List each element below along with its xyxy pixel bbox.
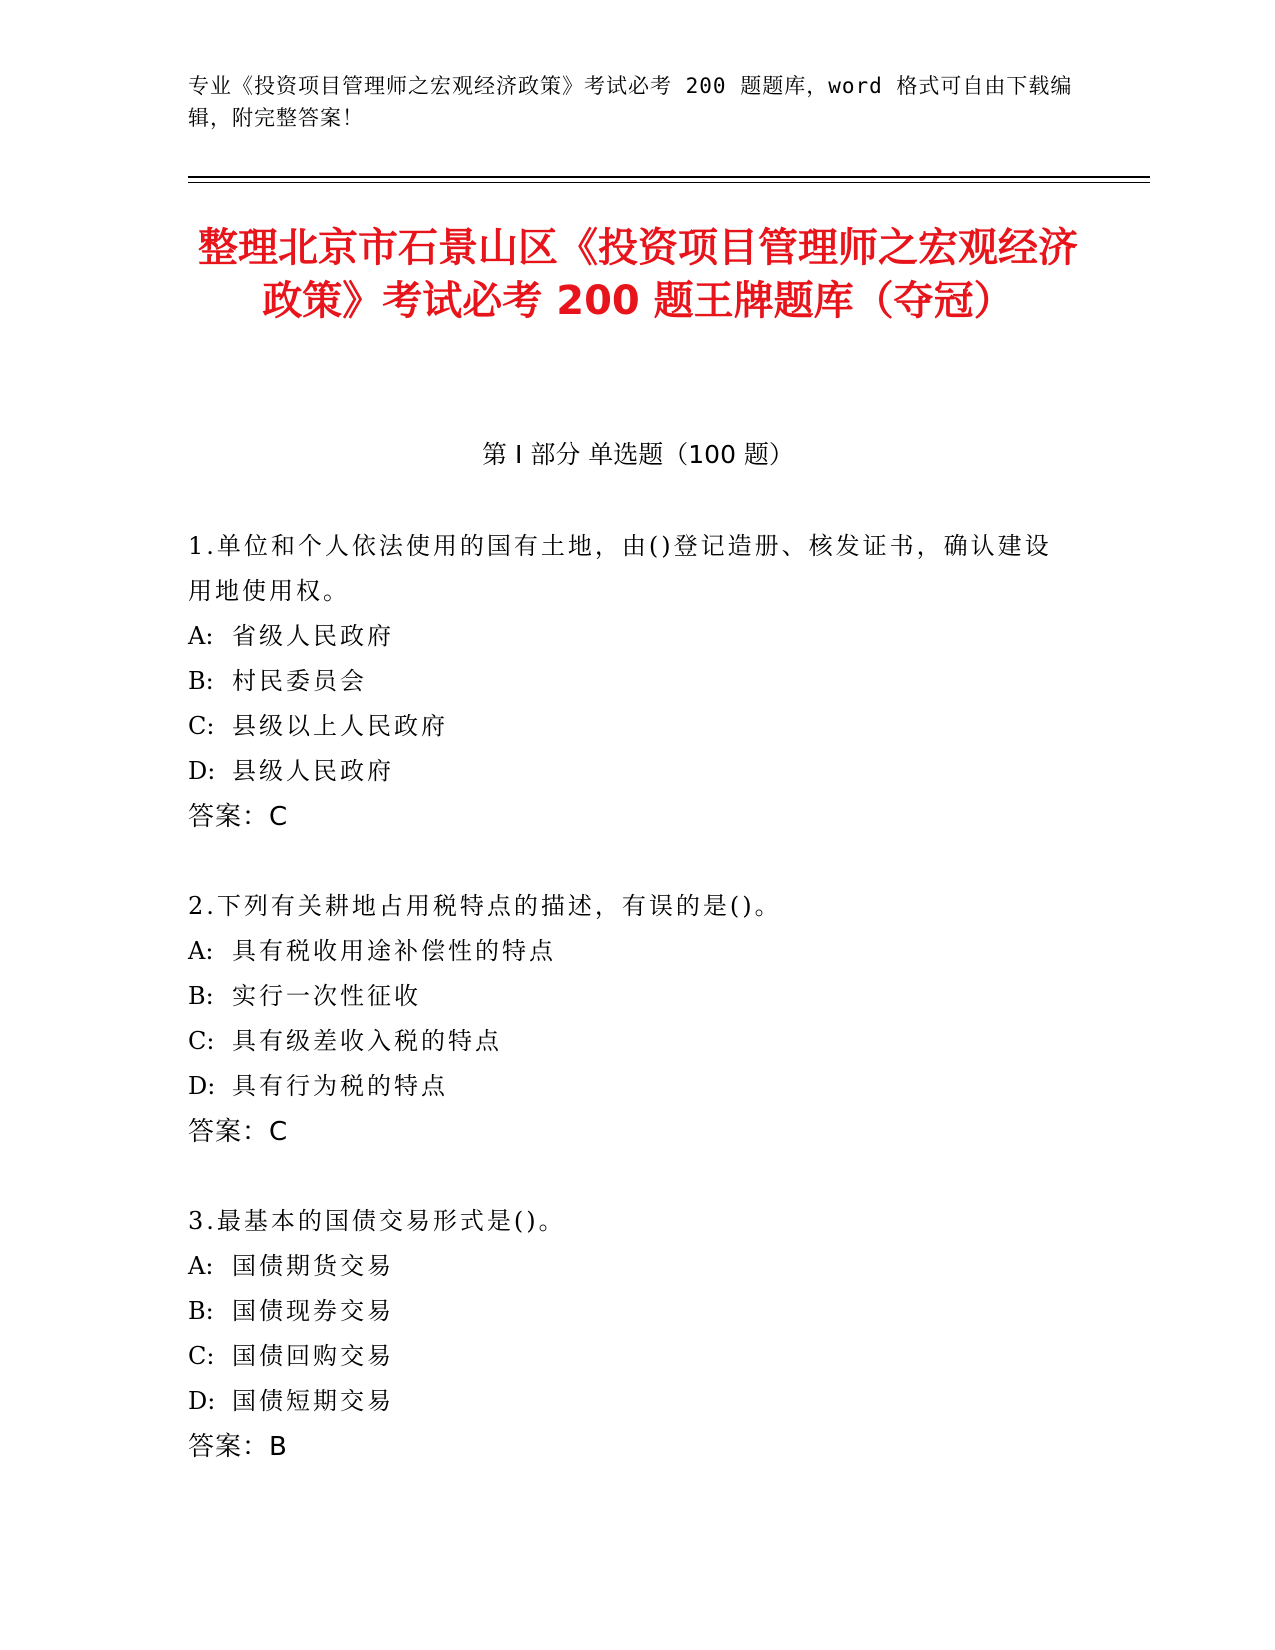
option-text: 具有行为税的特点 (232, 1072, 448, 1100)
option-letter: A: (188, 622, 214, 650)
question-stem: 1.单位和个人依法使用的国有土地，由()登记造册、核发证书，确认建设用地使用权。 (188, 532, 1052, 605)
option-letter: D: (188, 757, 216, 785)
option-b (188, 659, 1068, 704)
option-letter: C: (188, 712, 215, 740)
option-text: 国债现券交易 (232, 1297, 394, 1325)
option-d (188, 749, 1068, 794)
header-note: 专业《投资项目管理师之宏观经济政策》考试必考 200 题题库，word 格式可自由下载编辑，附完整答案！ (188, 74, 1073, 130)
option-b (188, 1289, 1068, 1334)
option-text: 国债回购交易 (232, 1342, 394, 1370)
option-b (188, 974, 1068, 1019)
option-d (188, 1379, 1068, 1424)
option-text: 省级人民政府 (232, 622, 394, 650)
question-2 (188, 884, 1068, 1155)
option-text: 实行一次性征收 (232, 982, 421, 1010)
option-letter: A: (188, 937, 214, 965)
option-text: 国债短期交易 (232, 1387, 394, 1415)
answer: 答案：C (188, 1117, 289, 1147)
option-letter: A: (188, 1252, 214, 1280)
option-c (188, 704, 1068, 749)
option-c (188, 1019, 1068, 1064)
option-a (188, 1244, 1068, 1289)
option-text: 村民委员会 (232, 667, 367, 695)
question-list (188, 524, 1068, 1514)
option-a (188, 614, 1068, 659)
option-text: 具有税收用途补偿性的特点 (232, 937, 556, 965)
option-c (188, 1334, 1068, 1379)
question-stem: 3.最基本的国债交易形式是()。 (188, 1207, 566, 1235)
document-title: 整理北京市石景山区《投资项目管理师之宏观经济政策》考试必考 200 题王牌题库（夺冠） (198, 225, 1078, 324)
section-title: 第 I 部分 单选题（100 题） (482, 440, 794, 469)
answer: 答案：C (188, 802, 289, 832)
option-letter: B: (188, 982, 214, 1010)
option-letter: D: (188, 1387, 216, 1415)
option-letter: B: (188, 1297, 214, 1325)
question-stem: 2.下列有关耕地占用税特点的描述，有误的是()。 (188, 892, 782, 920)
question-3 (188, 1199, 1068, 1470)
option-letter: D: (188, 1072, 216, 1100)
option-letter: C: (188, 1342, 215, 1370)
option-text: 国债期货交易 (232, 1252, 394, 1280)
option-text: 县级以上人民政府 (232, 712, 448, 740)
option-a (188, 929, 1068, 974)
answer: 答案：B (188, 1432, 288, 1462)
question-1 (188, 524, 1068, 840)
header-divider-thin (188, 182, 1150, 183)
option-letter: C: (188, 1027, 215, 1055)
option-text: 县级人民政府 (232, 757, 394, 785)
option-d (188, 1064, 1068, 1109)
option-text: 具有级差收入税的特点 (232, 1027, 502, 1055)
option-letter: B: (188, 667, 214, 695)
header-divider-thick (188, 176, 1150, 178)
